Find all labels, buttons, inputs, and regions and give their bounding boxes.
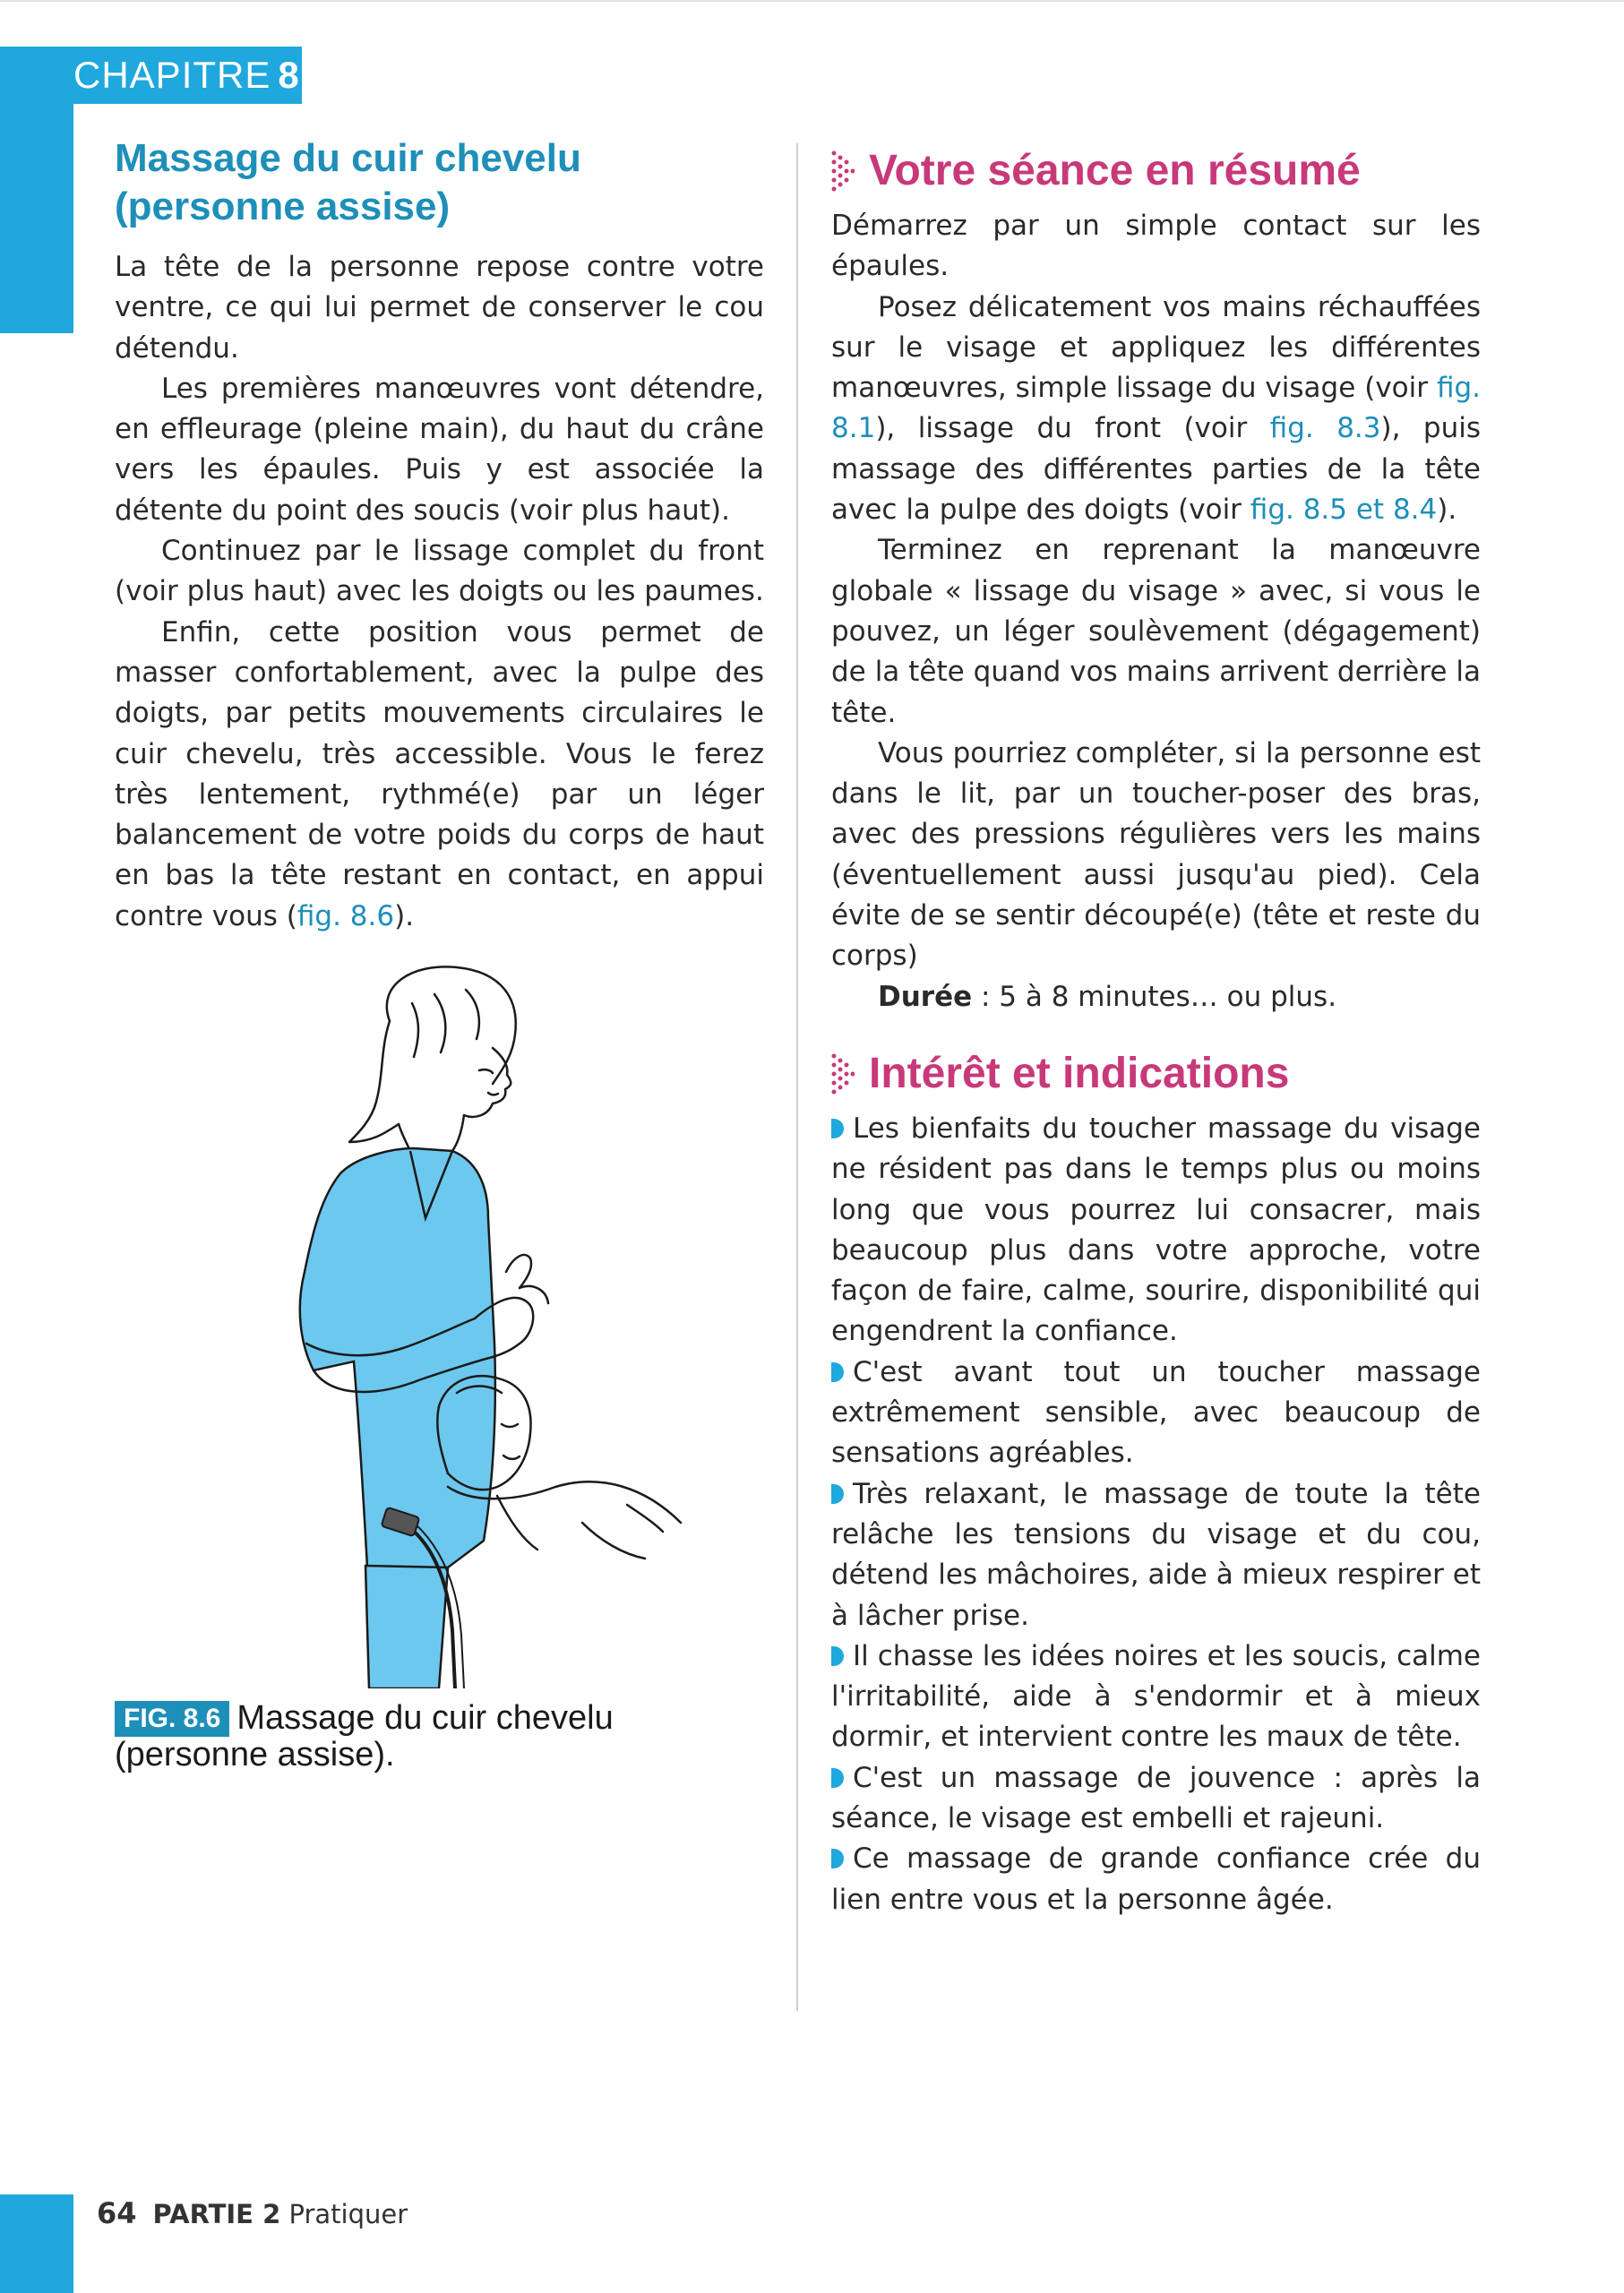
caregiver-massage-illustration (179, 949, 717, 1688)
top-rule (0, 0, 1624, 2)
page-footer (97, 2196, 408, 2230)
paragraph: Les premières manœuvres vont détendre, en effleurage (pleine main), du haut du crâne vers les épaules. Puis y est associée la détente du point des soucis (voir plus haut). (115, 372, 764, 527)
bullet-icon (831, 1362, 844, 1382)
duration-line: Durée : 5 à 8 minutes… ou plus. (878, 980, 1337, 1013)
figure-link[interactable]: fig. 8.5 et 8.4 (1250, 494, 1438, 527)
section-title-summary: Votre séance en résumé (831, 143, 1481, 199)
page-number: 64 (97, 2196, 137, 2230)
list-item: Les bienfaits du toucher massage du visage ne résident pas dans le temps plus ou moins long que vous pourrez lui consacrer, mais beaucoup plus dans votre approche, votre façon de faire, calme, sourire, disponibilité qui engendrent la confiance. (831, 1112, 1481, 1348)
chapter-word: CHAPITRE (73, 54, 271, 96)
figure-link[interactable]: fig. 8.6 (296, 899, 395, 932)
bullet-icon (831, 1484, 844, 1504)
footer-color-block (0, 2194, 73, 2293)
bullet-icon (831, 1849, 844, 1868)
chapter-header (73, 47, 302, 104)
left-column (115, 134, 764, 937)
chapter-color-block (0, 47, 73, 333)
part-name: Pratiquer (288, 2199, 408, 2229)
figure-caption (115, 1700, 742, 1773)
right-column (831, 143, 1481, 1920)
column-divider (796, 143, 798, 2011)
figure-illustration (179, 949, 717, 1688)
list-item: C'est un massage de jouvence : après la séance, le visage est embelli et rajeuni. (831, 1761, 1481, 1834)
bullet-icon (831, 1119, 844, 1138)
paragraph: Posez délicatement vos mains réchauffées sur le visage et appliquez les différentes manœuvres, simple lissage du visage (voir fig. 8.1), lissage du front (voir fig. 8.3), puis massage des différentes parties de la tête avec la pulpe des doigts (voir fig. 8.5 et 8.4). (831, 290, 1481, 527)
paragraph: Démarrez par un simple contact sur les épaules. (831, 210, 1481, 283)
bullet-icon (831, 1646, 844, 1666)
bullet-icon (831, 1768, 844, 1788)
section-title-scalp-massage: Massage du cuir chevelu (personne assise) (115, 136, 581, 228)
figure-label: FIG. 8.6 (115, 1701, 229, 1737)
part-label: PARTIE 2 (152, 2199, 281, 2229)
figure-link[interactable]: fig. 8.1 (831, 372, 1481, 445)
paragraph: Enfin, cette position vous permet de masser confortablement, avec la pulpe des doigts, par petits mouvements circulaires le cuir chevelu, très accessible. Vous le ferez très lentement, rythmé(e) par un léger balancement de votre poids du corps de haut en bas la tête restant en contact, en appui contre vous (fig. 8.6). (115, 615, 764, 932)
figure-link[interactable]: fig. 8.3 (1269, 412, 1381, 445)
list-item: Il chasse les idées noires et les soucis, calme l'irritabilité, aide à s'endormir et à mieux dormir, et intervient contre les maux de tête. (831, 1639, 1481, 1754)
paragraph: Terminez en reprenant la manœuvre globale « lissage du visage » avec, si vous le pouvez, un léger soulèvement (dégagement) de la tête quand vos mains arrivent derrière la tête. (831, 534, 1481, 729)
section-title-indications: Intérêt et indications (831, 1046, 1481, 1102)
list-item: Très relaxant, le massage de toute la tête relâche les tensions du visage et du cou, détend les mâchoires, aide à mieux respirer et à lâcher prise. (831, 1477, 1481, 1632)
chevron-icon (831, 1052, 855, 1095)
list-item: C'est avant tout un toucher massage extrêmement sensible, avec beaucoup de sensations agréables. (831, 1355, 1481, 1470)
paragraph: La tête de la personne repose contre votre ventre, ce qui lui permet de conserver le cou détendu. (115, 251, 764, 365)
paragraph: Continuez par le lissage complet du front (voir plus haut) avec les doigts ou les paumes. (115, 535, 764, 608)
list-item: Ce massage de grande confiance crée du lien entre vous et la personne âgée. (831, 1842, 1481, 1916)
chapter-number: 8 (278, 54, 299, 96)
paragraph: Vous pourriez compléter, si la personne est dans le lit, par un toucher-poser des bras, avec des pressions régulières vers les mains (éventuellement aussi jusqu'au pied). Cela évite de se sentir découpé(e) (tête et reste du corps) (831, 736, 1481, 973)
chevron-icon (831, 150, 855, 193)
figure-caption-text: Massage du cuir chevelu (personne assise). (115, 1699, 614, 1773)
